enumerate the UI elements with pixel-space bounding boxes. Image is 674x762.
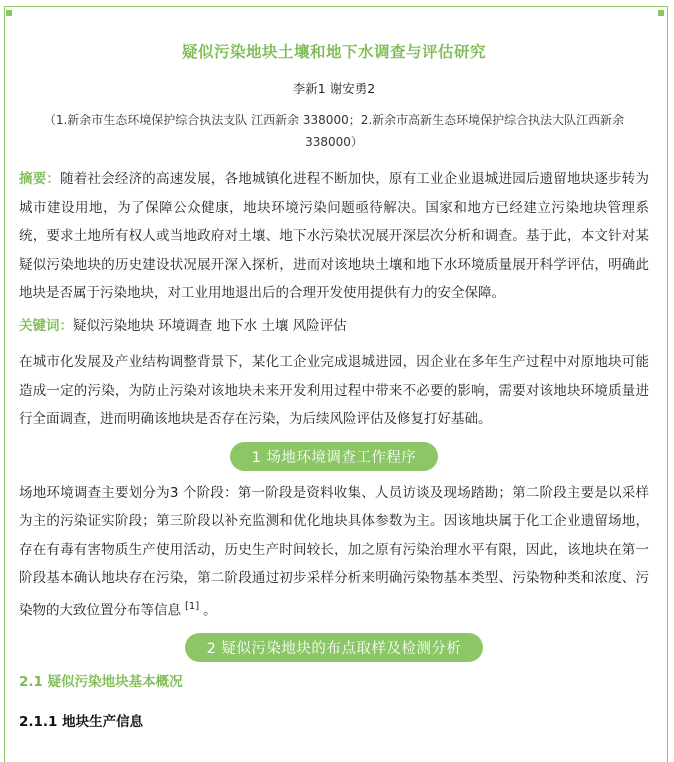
section-1-heading: 1 场地环境调查工作程序 <box>230 442 439 471</box>
section-1-text: 场地环境调查主要划分为3 个阶段：第一阶段是资料收集、人员访谈及现场踏勘；第二阶段主要是以采样为主的污染证实阶段；第三阶段以补充监测和优化地块具体参数为主。因该地块属于化工企业遗留场地，存在有毒有害物质生产使用活动，历史生产时间较长，加之原有污染治理水平有限，因此，该地块在第一阶段基本确认地块存在污染，第二阶段通过初步采样分析来明确污染物基本类型、污染物种类和浓度、污染物的大致位置分布等信息 <box>19 484 649 618</box>
section-1-heading-wrap <box>19 442 649 471</box>
keywords-text: 疑似污染地块 环境调查 地下水 土壤 风险评估 <box>73 317 347 334</box>
abstract-label: 摘要： <box>19 171 61 187</box>
section-1-end: 。 <box>203 602 217 618</box>
frame-corner-right <box>658 10 664 16</box>
subsection-2-1-1-heading: 2.1.1 地块生产信息 <box>19 713 144 730</box>
section-2-heading: 2 疑似污染地块的布点取样及检测分析 <box>185 633 484 662</box>
article-title: 疑似污染地块土壤和地下水调查与评估研究 <box>181 43 486 61</box>
frame-corner-left <box>6 10 12 16</box>
article-body <box>19 7 649 730</box>
intro-paragraph: 在城市化发展及产业结构调整背景下，某化工企业完成退城进园，因企业在多年生产过程中对原地块可能造成一定的污染，为防止污染对该地块未来开发利用过程中带来不必要的影响，需要对该地块环境质量进行全面调查，进而明确该地块是否存在污染，为后续风险评估及修复打好基础。 <box>19 354 649 427</box>
citation-ref[interactable]: [1] <box>185 600 200 612</box>
keywords <box>19 312 649 341</box>
abstract <box>19 165 649 308</box>
section-2-heading-wrap <box>19 633 649 662</box>
subsection-2-1-heading: 2.1 疑似污染地块基本概况 <box>19 673 183 690</box>
abstract-text: 随着社会经济的高速发展，各地城镇化进程不断加快，原有工业企业退城进园后遗留地块逐步转为城市建设用地，为了保障公众健康，地块环境污染问题亟待解决。国家和地方已经建立污染地块管理系统，要求土地所有权人或当地政府对土壤、地下水污染状况展开深层次分析和调查。基于此，本文针对某疑似污染地块的历史建设状况展开深入探析，进而对该地块土壤和地下水环境质量展开科学评估，明确此地块是否属于污染地块，对工业用地退出后的合理开发使用提供有力的安全保障。 <box>19 171 650 301</box>
keywords-label: 关键词： <box>19 317 73 334</box>
authors: 李新1 谢安勇2 <box>292 81 376 96</box>
article-frame <box>4 6 668 762</box>
affiliation: （1.新余市生态环境保护综合执法支队 江西新余 338000；2.新余市高新生态环境保护综合执法大队江西新余 338000） <box>43 113 625 149</box>
section-1-paragraph <box>19 479 649 625</box>
